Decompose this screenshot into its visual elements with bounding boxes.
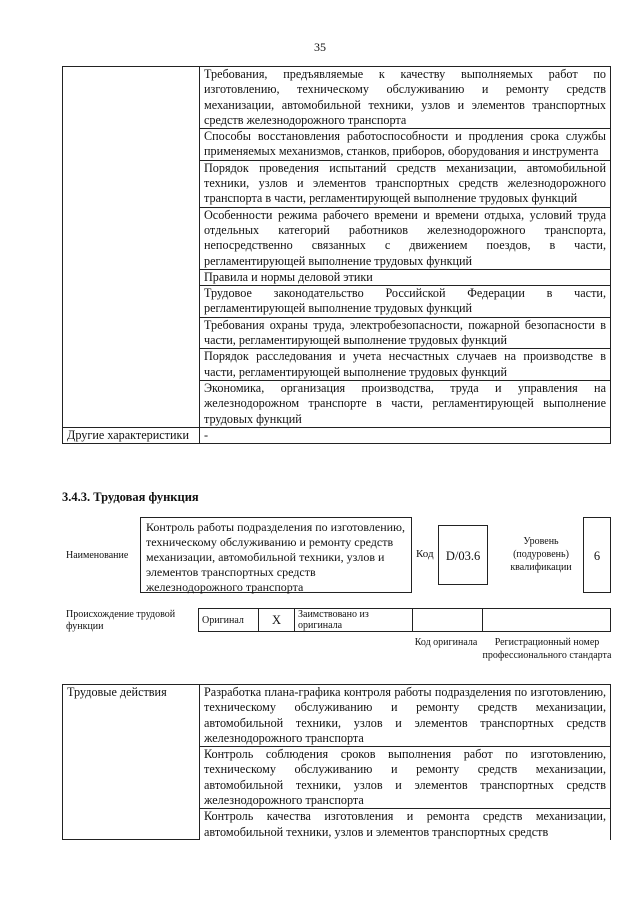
labor-actions-label: Трудовые действия bbox=[63, 685, 200, 840]
origin-label: Происхождение трудовой функции bbox=[66, 609, 176, 632]
knowledge-item: Трудовое законодательство Российской Федерации в части, регламентирующей выполнение трудовых функций bbox=[200, 286, 611, 318]
original-label: Оригинал bbox=[199, 609, 259, 632]
labor-action-item: Контроль качества изготовления и ремонта средств механизации, автомобильной техники, узлов и элементов транспортных средств bbox=[200, 809, 611, 840]
borrowed-label: Заимствовано из оригинала bbox=[295, 609, 413, 632]
knowledge-item: Особенности режима рабочего времени и времени отдыха, условий труда отдельных категорий работников железнодорожного транспорта, непосредственно связанных с движением поездов, в части, регламентирующей выполнение трудовых функций bbox=[200, 207, 611, 269]
level-label: Уровень (подуровень) квалификации bbox=[510, 536, 572, 573]
section-heading: 3.4.3. Трудовая функция bbox=[62, 490, 199, 504]
knowledge-requirements-table bbox=[62, 66, 611, 444]
registration-number-cell bbox=[483, 609, 611, 632]
registration-number-caption: Регистрационный номер профессионального стандарта bbox=[482, 637, 612, 661]
knowledge-item: Порядок расследования и учета несчастных случаев на производстве в части, регламентирующей выполнение трудовых функций bbox=[200, 349, 611, 381]
name-label: Наименование bbox=[66, 550, 129, 561]
table-cell-empty bbox=[63, 67, 200, 428]
knowledge-item: Правила и нормы деловой этики bbox=[200, 269, 611, 285]
knowledge-item: Способы восстановления работоспособности и продления срока службы применяемых механизмов, станков, приборов, оборудования и инструмента bbox=[200, 129, 611, 161]
function-name-box: Контроль работы подразделения по изготовлению, техническому обслуживанию и ремонту средств механизации, автомобильной техники, узлов и элементов транспортных средств железнодорожного транспорта bbox=[140, 517, 412, 593]
other-characteristics-value: - bbox=[200, 427, 611, 443]
code-label: Код bbox=[416, 548, 434, 560]
labor-actions-table bbox=[62, 684, 611, 840]
knowledge-item: Требования, предъявляемые к качеству выполняемых работ по изготовлению, техническому обслуживанию и ремонту средств механизации, автомобильной техники, узлов и элементов транспортных средств железнодорожного транспорта bbox=[200, 67, 611, 129]
original-code-caption: Код оригинала bbox=[414, 637, 478, 648]
labor-action-item: Разработка плана-графика контроля работы подразделения по изготовлению, техническому обслуживанию и ремонту средств механизации, автомобильной техники, узлов и элементов транспортных средств железнодорожного транспорта bbox=[200, 685, 611, 747]
knowledge-item: Требования охраны труда, электробезопасности, пожарной безопасности в части, регламентирующей выполнение трудовых функций bbox=[200, 317, 611, 349]
knowledge-item: Порядок проведения испытаний средств механизации, автомобильной техники, узлов и элементов транспортных средств железнодорожного транспорта в части, регламентирующей выполнение трудовых функций bbox=[200, 160, 611, 207]
qualification-level-box: 6 bbox=[583, 517, 611, 593]
table-row bbox=[199, 609, 611, 632]
page-number: 35 bbox=[314, 40, 326, 54]
table-row bbox=[63, 685, 611, 747]
table-row bbox=[63, 67, 611, 129]
origin-table bbox=[198, 608, 611, 632]
table-row bbox=[63, 427, 611, 443]
knowledge-item: Экономика, организация производства, труда и управления на железнодорожном транспорте в части, регламентирующей выполнение трудовых функций bbox=[200, 380, 611, 427]
function-code-box: D/03.6 bbox=[438, 525, 488, 585]
labor-action-item: Контроль соблюдения сроков выполнения работ по изготовлению, техническому обслуживанию и ремонту средств механизации, автомобильной техники, узлов и элементов транспортных средств железнодорожного транспорта bbox=[200, 747, 611, 809]
original-mark: X bbox=[259, 609, 295, 632]
original-code-cell bbox=[413, 609, 483, 632]
other-characteristics-label: Другие характеристики bbox=[63, 427, 200, 443]
